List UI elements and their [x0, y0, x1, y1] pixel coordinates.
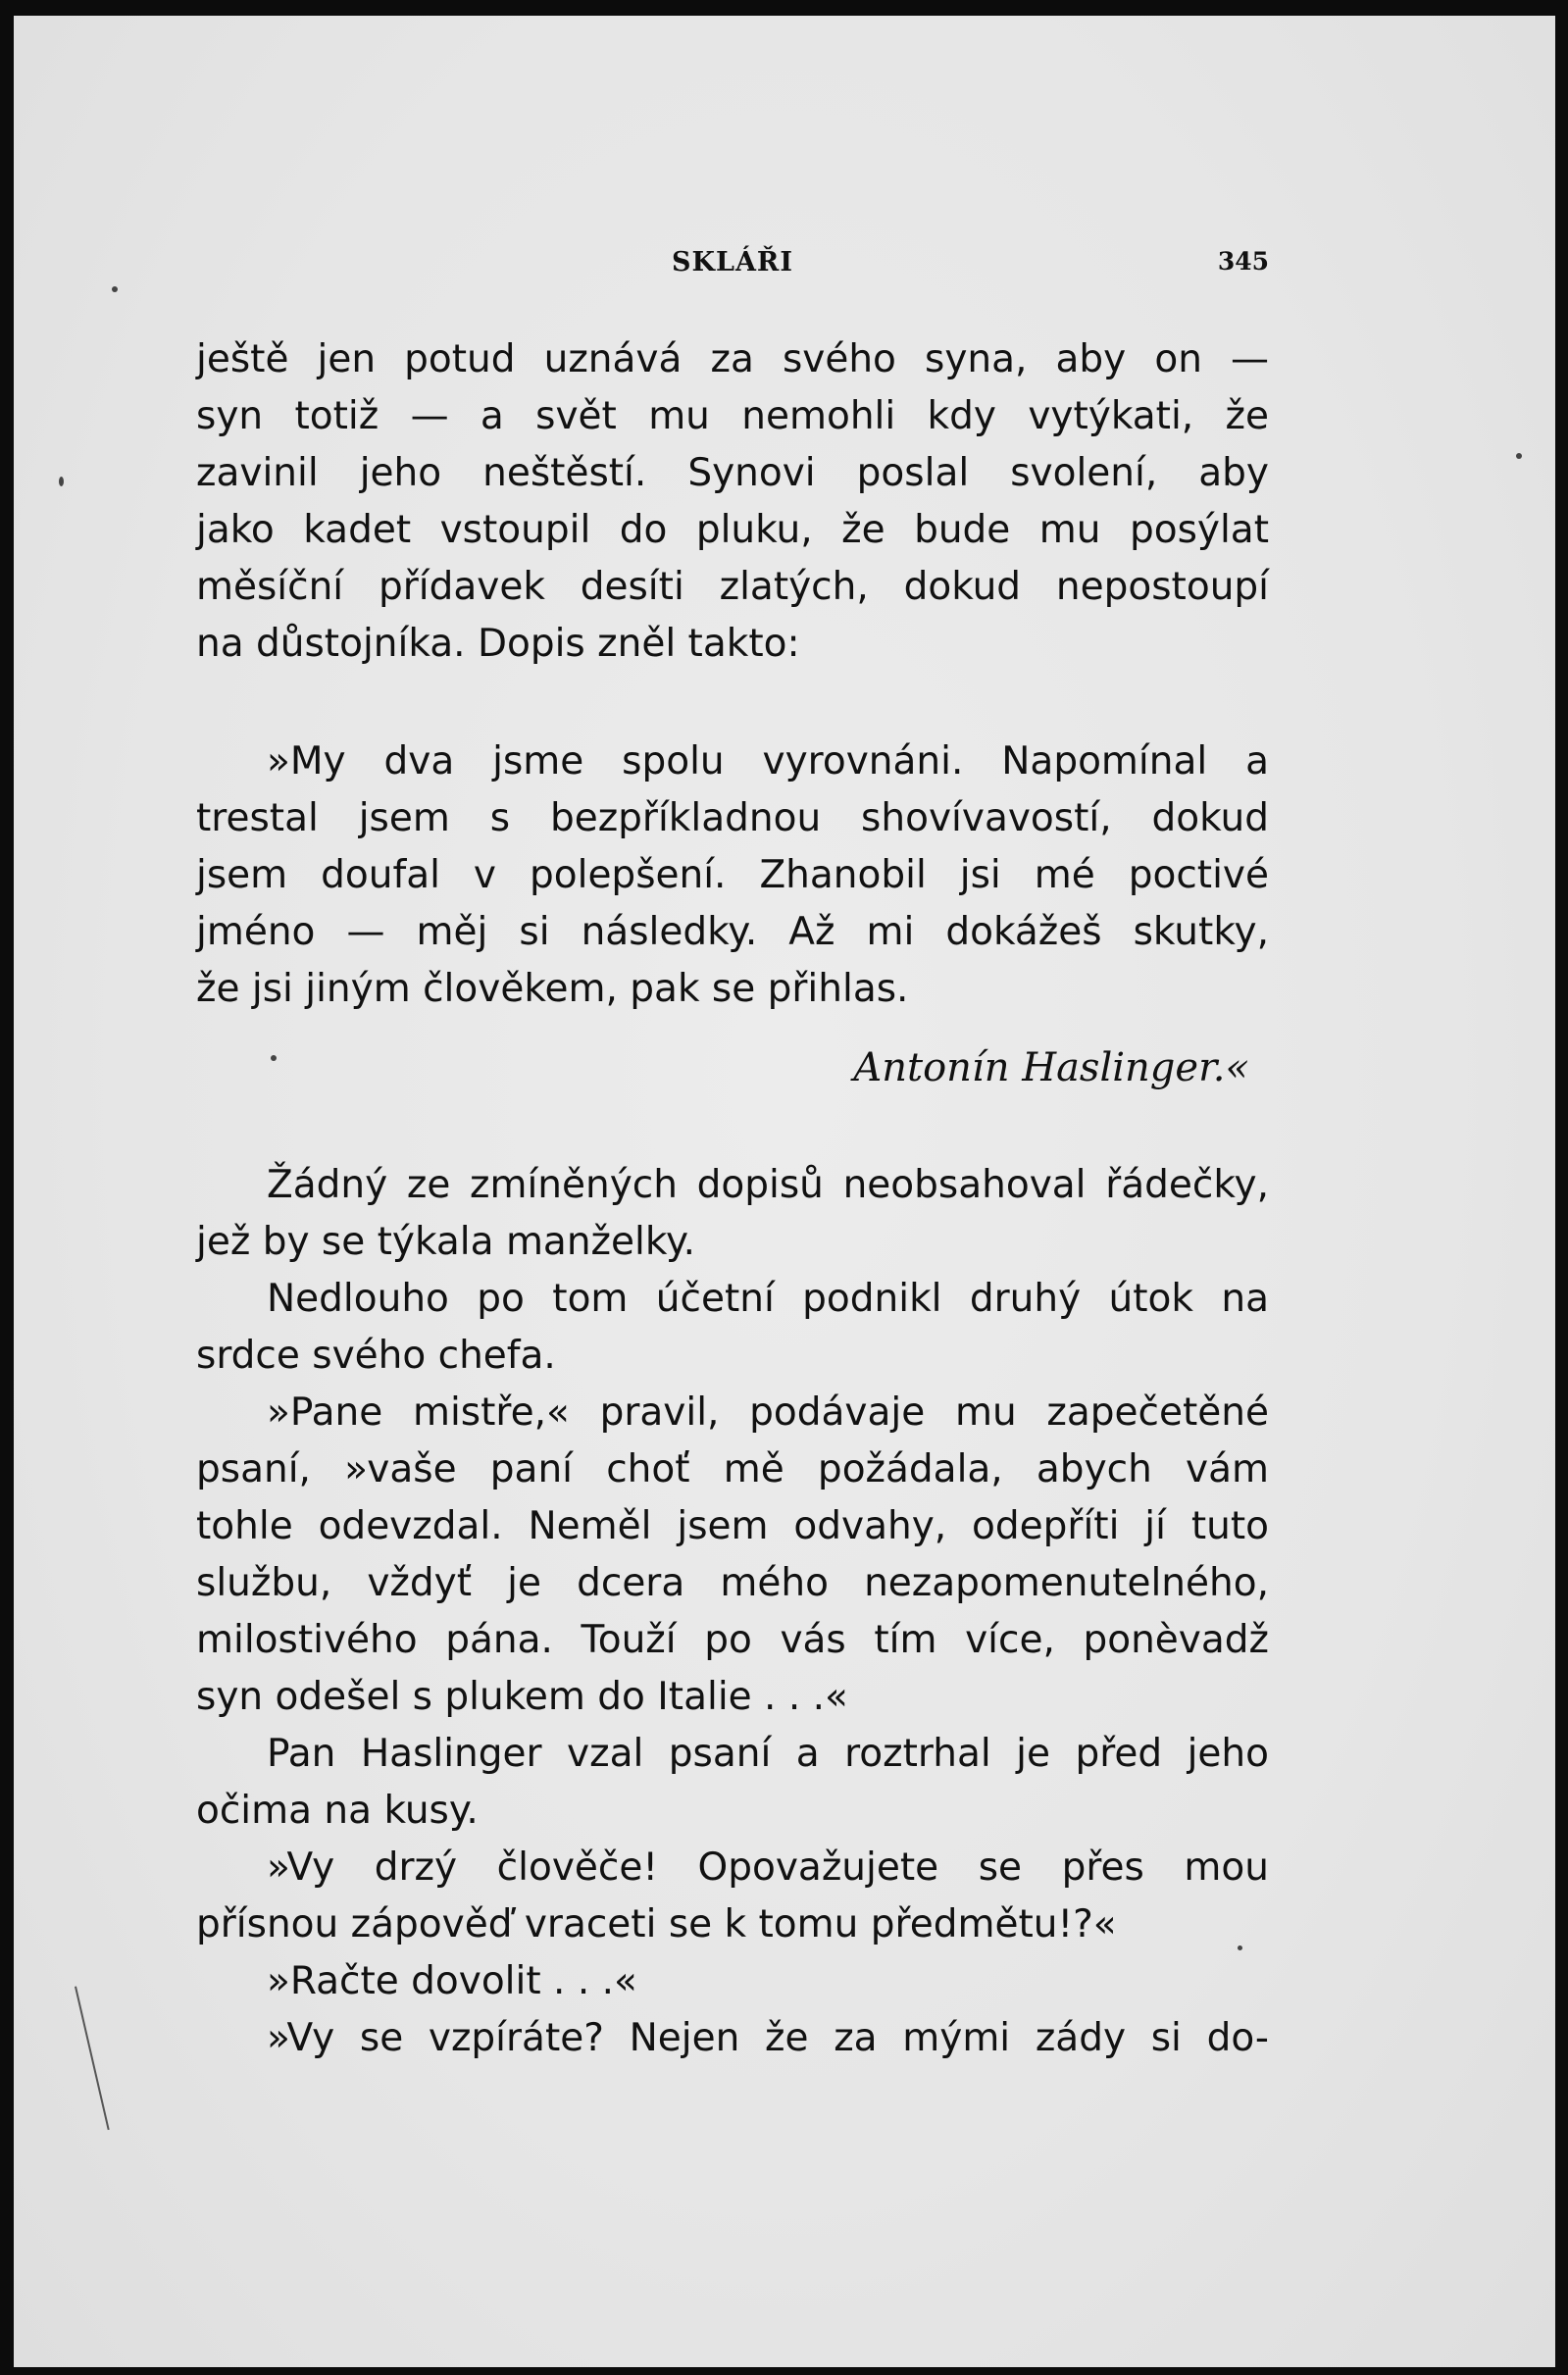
- body-text: [196, 331, 1269, 2067]
- text-line: Nedlouho po tom účetní podnikl druhý útok na: [267, 1277, 1269, 1321]
- paragraph-gap: [196, 1096, 1269, 1157]
- text-line: »Vy drzý člověče! Opovažujete se přes mou: [267, 1845, 1269, 1890]
- page-number: 345: [1217, 247, 1269, 276]
- text-line: syn odešel s plukem do Italie . . .«: [196, 1675, 848, 1719]
- text-line: jméno — měj si následky. Až mi dokážeš skutky,: [196, 910, 1269, 954]
- letter-signature: Antonín Haslinger.«: [853, 1045, 1249, 1090]
- text-line: na důstojníka. Dopis zněl takto:: [196, 622, 800, 666]
- text-line: službu, vždyť je dcera mého nezapomenutelného,: [196, 1561, 1269, 1605]
- text-line: syn totiž — a svět mu nemohli kdy vytýkati, že: [196, 394, 1269, 438]
- page-header: [196, 247, 1269, 286]
- scan-speck: [1516, 453, 1522, 459]
- text-line: Pan Haslinger vzal psaní a roztrhal je před jeho: [267, 1732, 1269, 1776]
- text-line: měsíční přídavek desíti zlatých, dokud nepostoupí: [196, 565, 1269, 609]
- paragraph-gap: [196, 673, 1269, 733]
- text-line: Žádný ze zmíněných dopisů neobsahoval řádečky,: [267, 1163, 1269, 1207]
- book-page: [14, 16, 1555, 2367]
- scan-scratch: [75, 1987, 110, 2131]
- text-line: trestal jsem s bezpříkladnou shovívavostí, dokud: [196, 796, 1269, 840]
- scan-speck: [271, 1055, 277, 1061]
- text-line: »Račte dovolit . . .«: [267, 1959, 637, 2003]
- text-line: jsem doufal v polepšení. Zhanobil jsi mé poctivé: [196, 853, 1269, 897]
- text-line: jako kadet vstoupil do pluku, že bude mu posýlat: [196, 508, 1269, 552]
- scan-speck: [112, 286, 118, 292]
- running-title: SKLÁŘI: [672, 247, 793, 278]
- text-line: jež by se týkala manželky.: [196, 1220, 695, 1264]
- scan-speck: [59, 477, 64, 486]
- text-line: ještě jen potud uznává za svého syna, aby on —: [196, 337, 1269, 381]
- text-line: »My dva jsme spolu vyrovnáni. Napomínal a: [267, 739, 1269, 783]
- text-line: psaní, »vaše paní choť mě požádala, abych vám: [196, 1447, 1269, 1491]
- text-line: milostivého pána. Touží po vás tím více, ponèvadž: [196, 1618, 1269, 1662]
- text-line: že jsi jiným člověkem, pak se přihlas.: [196, 967, 909, 1011]
- text-line: srdce svého chefa.: [196, 1334, 556, 1378]
- text-line: »Vy se vzpíráte? Nejen že za mými zády si do-: [267, 2016, 1269, 2060]
- text-line: přísnou zápověď vraceti se k tomu předmětu!?«: [196, 1902, 1117, 1946]
- text-line: »Pane mistře,« pravil, podávaje mu zapečetěné: [267, 1390, 1269, 1435]
- text-line: očima na kusy.: [196, 1789, 479, 1833]
- text-line: zavinil jeho neštěstí. Synovi poslal svolení, aby: [196, 451, 1269, 495]
- scan-speck: [1238, 1945, 1242, 1950]
- text-line: tohle odevzdal. Neměl jsem odvahy, odepříti jí tuto: [196, 1504, 1269, 1548]
